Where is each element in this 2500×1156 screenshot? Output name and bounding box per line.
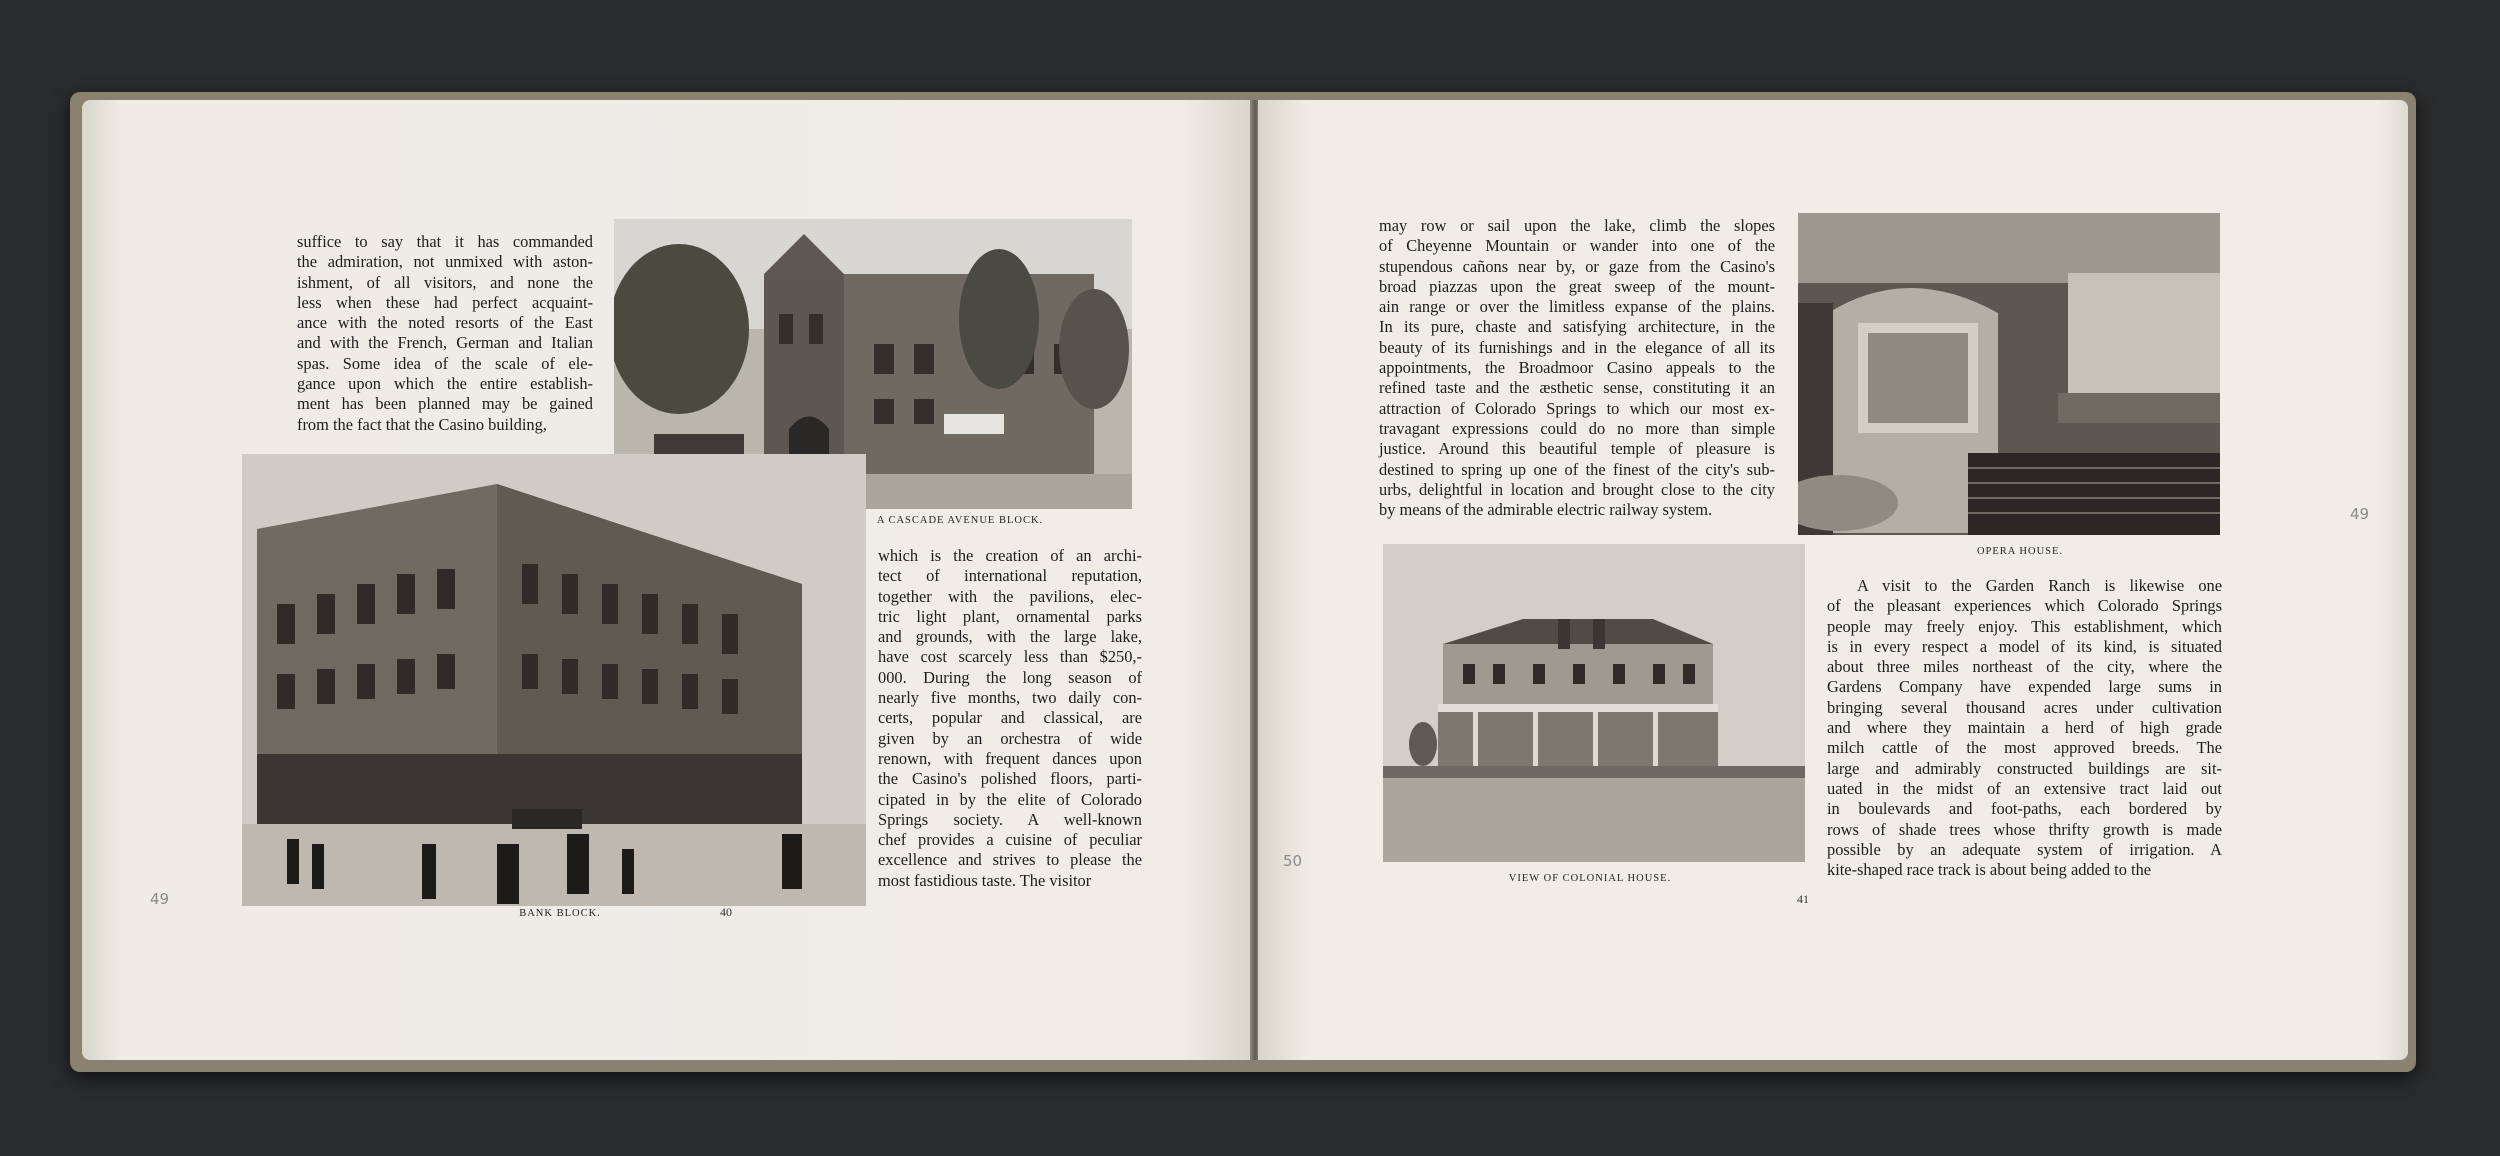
left-pencil-mark: 49 [150,890,170,908]
text-line: kite-shaped race track is about being added to the [1827,860,2152,880]
text-line: appointments, the Broadmoor Casino appeals to the [1379,358,1775,378]
text-line: together with the pavilions, elec- [878,586,1142,606]
text-line: justice. Around this beautiful temple of pleasure is [1379,439,1775,459]
text-line: given by an orchestra of wide [878,728,1142,748]
text-line: of the pleasant experiences which Colorado Springs [1827,596,2222,616]
right-text-bottom [1827,576,2222,880]
text-line: refined taste and the æsthetic sense, constituting it an [1379,378,1775,398]
text-line: of Cheyenne Mountain or wander into one of the [1379,236,1775,256]
right-pencil-mark: 49 [2350,505,2370,523]
text-line: about three miles northeast of the city, where the [1827,657,2222,677]
text-line: A visit to the Garden Ranch is likewise one [1857,576,2222,595]
text-line: possible by an adequate system of irrigation. A [1827,839,2222,859]
text-line: chef provides a cuisine of peculiar [878,830,1142,850]
text-line: tric light plant, ornamental parks [878,606,1142,626]
text-line: 000. During the long season of [878,667,1142,687]
text-line: ment has been planned may be gained [297,394,593,414]
text-line: attraction of Colorado Springs to which our most ex- [1379,398,1775,418]
text-line: and with the French, German and Italian [297,333,593,353]
caption-bank-block: BANK BLOCK. [519,908,601,919]
text-line: travagant expressions could do no more than simple [1379,418,1775,438]
text-line: large and admirably constructed buildings are sit- [1827,758,2222,778]
text-line: may row or sail upon the lake, climb the slopes [1379,216,1775,235]
text-line: which is the creation of an archi- [878,546,1142,565]
text-line: In its pure, chaste and satisfying architecture, in the [1379,317,1775,337]
text-line: in boulevards and foot-paths, each bordered by [1827,799,2222,819]
text-line: spas. Some idea of the scale of ele- [297,353,593,373]
text-line: cipated in by the elite of Colorado [878,789,1142,809]
text-line: the admiration, not unmixed with aston- [297,252,593,272]
text-line: is in every respect a model of its kind, is situated [1827,636,2222,656]
text-line: less when these had perfect acquaint- [297,292,593,312]
caption-opera-house: OPERA HOUSE. [1976,546,2064,557]
text-line: rows of shade trees whose thrifty growth is made [1827,819,2222,839]
opera-house-photo [1798,213,2220,535]
text-line: beauty of its furnishings and in the elegance of all its [1379,337,1775,357]
text-line: Gardens Company have expended large sums in [1827,677,2222,697]
text-line: ishment, of all visitors, and none the [297,272,593,292]
text-line: excellence and strives to please the [878,850,1142,870]
text-line: and where they maintain a herd of high grade [1827,718,2222,738]
colonial-house-photo [1383,544,1805,862]
caption-cascade-avenue: A CASCADE AVENUE BLOCK. [876,515,1044,526]
text-line: broad piazzas upon the great sweep of the mount- [1379,276,1775,296]
text-line: ance with the noted resorts of the East [297,313,593,333]
text-line: stupendous cañons near by, or gaze from the Casino's [1379,256,1775,276]
left-text-top [297,232,593,435]
text-line: uated in the midst of an extensive tract laid out [1827,778,2222,798]
text-line: from the fact that the Casino building, [297,414,547,434]
text-line: ain range or over the limitless expanse of the plains. [1379,297,1775,317]
bank-block-photo [242,454,866,906]
text-line: suffice to say that it has commanded [297,232,593,251]
right-page-number: 41 [1797,892,1809,906]
right-text-top [1379,216,1775,520]
text-line: urbs, delightful in location and brought close to the city [1379,479,1775,499]
text-line: milch cattle of the most approved breeds. The [1827,738,2222,758]
text-line: renown, with frequent dances upon [878,748,1142,768]
text-line: the Casino's polished floors, parti- [878,769,1142,789]
right-page-pencil-mark: 50 [1283,852,1303,870]
text-line: by means of the admirable electric railway system. [1379,500,1713,520]
text-line: destined to spring up one of the finest of the city's sub- [1379,459,1775,479]
text-line: Springs society. A well-known [878,809,1142,829]
left-page-number: 40 [720,905,732,919]
caption-colonial-house: VIEW OF COLONIAL HOUSE. [1508,873,1672,884]
text-line: nearly five months, two daily con- [878,688,1142,708]
text-line: certs, popular and classical, are [878,708,1142,728]
text-line: gance upon which the entire establish- [297,374,593,394]
text-line: people may freely enjoy. This establishment, which [1827,616,2222,636]
text-line: tect of international reputation, [878,566,1142,586]
text-line: most fastidious taste. The visitor [878,870,1092,890]
text-line: bringing several thousand acres under cultivation [1827,697,2222,717]
left-text-column [878,546,1142,891]
text-line: and grounds, with the large lake, [878,627,1142,647]
text-line: have cost scarcely less than $250,- [878,647,1142,667]
